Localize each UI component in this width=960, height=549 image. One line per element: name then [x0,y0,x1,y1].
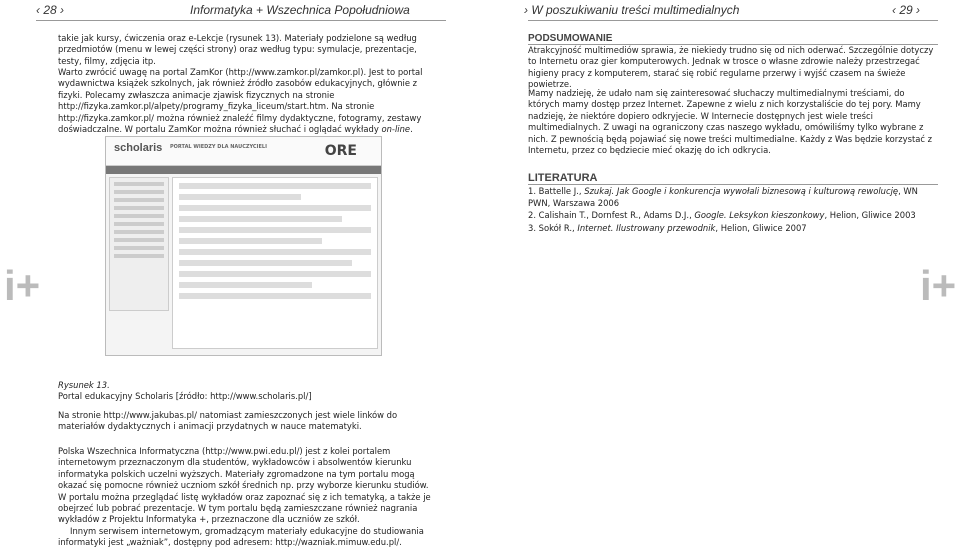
paragraph-1: takie jak kursy, ćwiczenia oraz e-Lekcje (rysunek 13). Materiały podzielone są według przedmiotów (menu w lewej części strony) oraz według typu: symulacje, prezentacje, testy, filmy, zdjęcia itp. [58,33,417,66]
lit-num: 2. [528,210,536,221]
lit-title: Szukaj. Jak Google i konkurencja wywołali biznesową i kulturową rewolucję [584,186,899,196]
lit-rest: , WN PWN, Warszawa 2006 [528,186,918,209]
literature-item [528,222,938,234]
paragraph-5-text: Innym serwisem internetowym, gromadzącym materiały edukacyjne do studiowania informatyki jest „ważniak”, dostępny pod adresem: http://wazniak.mimuw.edu.pl/. [58,525,424,548]
lit-author: Sokół R., [538,222,578,233]
figure-nav [106,166,381,174]
paragraph-4 [58,446,433,549]
figure-scholaris-screenshot [105,136,382,356]
literature-heading: LITERATURA [528,172,598,184]
header-left [0,0,480,20]
paragraph-2-italic: on-line [381,124,411,135]
paragraph-2-text: Warto zwrócić uwagę na portal ZamKor (http://www.zamkor.pl/zamkor.pl). Jest to portal wydawnictwa książek szkolnych, jak również źródło zasobów edukacyjnych, głównie z fizyki. Polecamy zwłaszcza animacje zjawisk fizycznych na stronie http://fizyka.zamkor.pl/alpety/programy_fizyka_liceum/start.htm. Na stronie http://fizyka.zamkor.pl/ można również znaleźć filmy dydaktyczne, fotogramy, zestawy doświadczalne. W portalu ZamKor można również słuchać i oglądać wykłady [58,67,423,135]
summary-paragraph-1: Atrakcyjność multimediów sprawia, że niekiedy trudno się od nich oderwać. Szczególnie dotyczy to Internetu oraz gier komputerowych. Jednak w trosce o własne zdrowie należy przestrzegać higieny pracy z komputerem, starać się robić regularne przerwy i wyjść czasem na świeże powietrze. [528,45,934,90]
lit-author: Battelle J., [538,186,585,196]
page-number-right: ‹ 29 › [892,3,921,17]
summary-paragraph-2: Mamy nadzieję, że udało nam się zainteresować słuchaczy multimedialnymi treściami, do których mamy dostęp przez Internet. Zapewne z wielu z nich korzystaliście do tej pory. Mamy nadzieję, że niektóre dopiero odkryjecie. W Internecie dostępnych jest wiele treści multimedialnych. Z uwagi na ograniczony czas naszego wykładu, omówiliśmy tylko wybrane z nich. Z pewnością będą pojawiać się nowe treści multimedialne. Każdy z Was będzie korzystać z Internetu, przez co będziecie mieć okazję do ich odkrycia. [528,88,933,156]
paragraph-4-text: Polska Wszechnica Informatyczna (http://www.pwi.edu.pl/) jest z kolei portalem internetowym przeznaczonym dla studentów, wykładowców i absolwentów kierunku informatyka polskich uczelni wyższych. Materiały zgromadzone na tym portalu mogą okazać się pomocne również uczniom szkół średnich np. przy wyborze kierunku studiów. W portalu można przeglądać listę wykładów oraz zapoznać się z ich tematyką, a także je obejrzeć lub pobrać prezentacje. W tym portalu będą zamieszczane również nagrania wykładów z Projektu Informatyka +, przeznaczone dla uczniów ze szkół. [58,446,431,525]
literature-item [528,209,938,221]
figure-caption [58,380,433,403]
figure-sidebar [109,177,169,311]
literature-list [528,185,938,234]
lit-rest: , Helion, Gliwice 2003 [824,210,916,221]
page-number-left: ‹ 28 › [36,3,65,17]
paragraph-3: Na stronie http://www.jakubas.pl/ natomiast zamieszczonych jest wiele linków do materiałów dydaktycznych i animacji przydatnych w nauce matematyki. [58,410,398,432]
figure-caption-text: Portal edukacyjny Scholaris [źródło: http://www.scholaris.pl/] [58,391,312,402]
header-right [480,0,960,20]
figure-ore-logo: ORE [324,143,357,159]
lit-num: 1. [528,186,536,196]
lit-author: Calishain T., Dornfest R., Adams D.J., [538,210,695,221]
header-title-right: › W poszukiwaniu treści multimedialnych [524,3,740,17]
lit-title: Internet. Ilustrowany przewodnik [577,222,716,233]
literature-item [528,185,938,209]
side-mark-left: i+ [4,262,41,309]
figure-portal-text: PORTAL WIEDZY DLA NAUCZYCIELI [170,144,267,150]
lit-title: Google. Leksykon kieszonkowy [694,210,825,221]
header-title-left: Informatyka + Wszechnica Popołudniowa [190,3,410,17]
summary-heading: PODSUMOWANIE [528,33,613,44]
lit-rest: , Helion, Gliwice 2007 [715,222,807,233]
paragraph-2-end: . [410,124,413,135]
header-rule-left [36,20,446,21]
lit-num: 3. [528,222,536,233]
header-rule-right [528,20,938,21]
figure-caption-label: Rysunek 13. [58,380,110,390]
paragraph-2 [58,67,433,135]
figure-logo: scholaris [114,142,163,154]
side-mark-right: i+ [920,262,957,309]
figure-content [172,177,378,349]
figure-topbar [106,137,381,166]
